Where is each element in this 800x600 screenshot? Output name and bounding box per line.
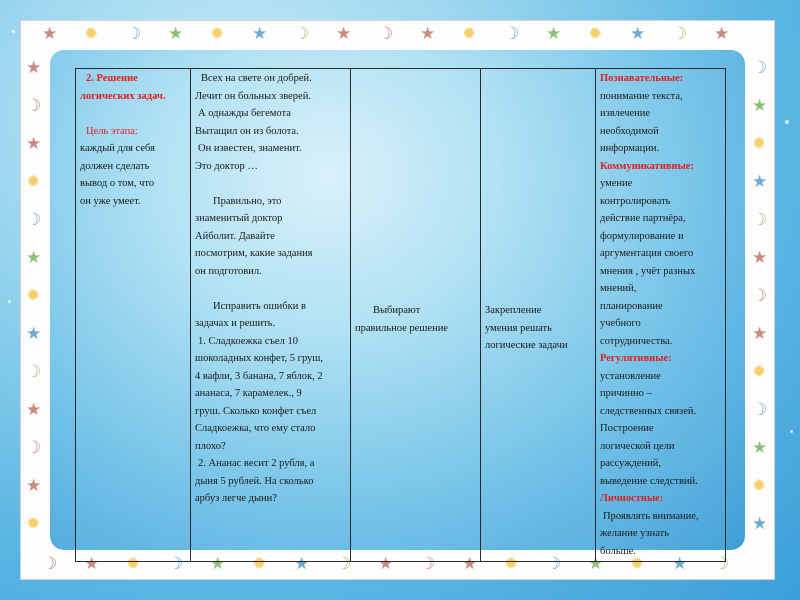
task-intro-line: Исправить ошибки в bbox=[213, 300, 306, 312]
star-icon: ★ bbox=[84, 554, 100, 574]
sun-icon: ✹ bbox=[752, 134, 767, 154]
cognitive-line: необходимой bbox=[600, 125, 659, 137]
teacher-activity-cell bbox=[191, 69, 351, 562]
sun-icon: ✹ bbox=[752, 362, 767, 382]
moon-icon: ☽ bbox=[336, 554, 352, 574]
moon-icon: ☽ bbox=[420, 554, 436, 574]
regulatory-label: Регулятивные: bbox=[600, 353, 672, 364]
star-icon: ★ bbox=[462, 554, 478, 574]
task1-line: груш. Сколько конфет съел bbox=[195, 405, 317, 417]
star-icon: ★ bbox=[588, 554, 604, 574]
regulatory-line: выведение следствий. bbox=[600, 475, 698, 487]
moon-icon: ☽ bbox=[168, 554, 184, 574]
sun-icon: ✹ bbox=[126, 554, 141, 574]
star-icon: ★ bbox=[294, 554, 310, 574]
background-sparkle bbox=[790, 430, 793, 433]
sun-icon: ✹ bbox=[210, 24, 225, 44]
sun-icon: ✹ bbox=[462, 24, 477, 44]
regulatory-line: логической цели bbox=[600, 440, 675, 452]
poem-line: Он известен, знаменит. bbox=[198, 143, 302, 154]
stage-title: 2. Решение bbox=[86, 73, 138, 84]
stage-cell bbox=[76, 69, 191, 562]
moon-icon: ☽ bbox=[26, 362, 42, 382]
regulatory-line: установление bbox=[600, 370, 661, 382]
moon-icon: ☽ bbox=[714, 554, 730, 574]
poem-line: Лечит он больных зверей. bbox=[195, 90, 311, 102]
communicative-line: сотрудничества. bbox=[600, 335, 673, 347]
sun-icon: ✹ bbox=[26, 514, 41, 534]
speech-line: посмотрим, какие задания bbox=[195, 248, 313, 259]
table-row bbox=[76, 69, 726, 562]
background-sparkle bbox=[785, 120, 789, 124]
star-icon: ★ bbox=[210, 554, 226, 574]
star-icon: ★ bbox=[26, 324, 42, 344]
moon-icon: ☽ bbox=[378, 24, 394, 44]
sun-icon: ✹ bbox=[588, 24, 603, 44]
result-line: логические задачи bbox=[485, 340, 568, 351]
personal-label: Личностные: bbox=[600, 493, 664, 504]
poem-line: Это доктор … bbox=[195, 160, 258, 172]
goal-label: Цель этапа: bbox=[86, 125, 138, 137]
sun-icon: ✹ bbox=[752, 476, 767, 496]
moon-icon: ☽ bbox=[294, 24, 310, 44]
regulatory-line: следственных связей. bbox=[600, 405, 697, 417]
personal-line: Проявлять внимание, bbox=[603, 510, 699, 522]
goal-line: он уже умеет. bbox=[80, 195, 141, 207]
task1-line: плохо? bbox=[195, 440, 226, 452]
sun-icon: ✹ bbox=[26, 286, 41, 306]
moon-icon: ☽ bbox=[504, 24, 520, 44]
sun-icon: ✹ bbox=[252, 554, 267, 574]
sun-icon: ✹ bbox=[630, 554, 645, 574]
star-icon: ★ bbox=[42, 24, 58, 44]
speech-line: Правильно, это bbox=[213, 195, 282, 207]
task1-line: Сладкоежка, что ему стало bbox=[195, 423, 316, 434]
task1-line: 1. Сладкоежка съел 10 bbox=[198, 335, 298, 347]
result-line: Закрепление bbox=[485, 305, 542, 316]
uud-cell bbox=[596, 69, 726, 562]
moon-icon: ☽ bbox=[752, 286, 768, 306]
star-icon: ★ bbox=[752, 324, 768, 344]
lesson-table bbox=[75, 68, 726, 562]
moon-icon: ☽ bbox=[42, 554, 58, 574]
regulatory-line: причинно – bbox=[600, 388, 652, 399]
communicative-line: учебного bbox=[600, 318, 641, 329]
regulatory-line: Построение bbox=[600, 423, 654, 434]
moon-icon: ☽ bbox=[752, 400, 768, 420]
communicative-line: формулирование и bbox=[600, 230, 684, 242]
poem-line: Вытащил он из болота. bbox=[195, 125, 299, 137]
goal-line: вывод о том, что bbox=[80, 178, 155, 189]
star-icon: ★ bbox=[26, 476, 42, 496]
speech-line: он подготовил. bbox=[195, 265, 262, 277]
result-line: умения решать bbox=[485, 322, 552, 334]
moon-icon: ☽ bbox=[26, 438, 42, 458]
communicative-line: мнения , учёт разных bbox=[600, 265, 696, 277]
star-icon: ★ bbox=[752, 248, 768, 268]
communicative-label: Коммуникативные: bbox=[600, 160, 694, 172]
background-sparkle bbox=[12, 30, 15, 33]
sun-icon: ✹ bbox=[26, 172, 41, 192]
cognitive-line: извлечение bbox=[600, 108, 651, 119]
sun-icon: ✹ bbox=[84, 24, 99, 44]
result-cell bbox=[481, 69, 596, 562]
star-icon: ★ bbox=[752, 96, 768, 116]
task2-line: 2. Ананас весит 2 рубля, а bbox=[198, 458, 315, 469]
speech-line: знаменитый доктор bbox=[195, 213, 283, 224]
communicative-line: контролировать bbox=[600, 195, 671, 207]
star-icon: ★ bbox=[672, 554, 688, 574]
moon-icon: ☽ bbox=[752, 210, 768, 230]
moon-icon: ☽ bbox=[26, 210, 42, 230]
communicative-line: действие партнёра, bbox=[600, 213, 686, 224]
moon-icon: ☽ bbox=[546, 554, 562, 574]
student-line: Выбирают bbox=[373, 305, 421, 316]
star-icon: ★ bbox=[26, 134, 42, 154]
star-icon: ★ bbox=[630, 24, 646, 44]
personal-line: желание узнать bbox=[600, 528, 669, 539]
background-sparkle bbox=[8, 300, 11, 303]
student-activity-cell bbox=[351, 69, 481, 562]
task-intro-line: задачах и решить. bbox=[195, 318, 276, 329]
star-icon: ★ bbox=[26, 248, 42, 268]
moon-icon: ☽ bbox=[126, 24, 142, 44]
star-icon: ★ bbox=[336, 24, 352, 44]
star-icon: ★ bbox=[252, 24, 268, 44]
speech-line: Айболит. Давайте bbox=[195, 230, 275, 242]
regulatory-line: рассуждений, bbox=[600, 458, 661, 469]
poem-line: Всех на свете он добрей. bbox=[201, 73, 312, 84]
star-icon: ★ bbox=[752, 438, 768, 458]
communicative-line: планирование bbox=[600, 300, 663, 312]
communicative-line: мнений, bbox=[600, 283, 637, 294]
star-icon: ★ bbox=[378, 554, 394, 574]
task1-line: ананаса, 7 карамелек., 9 bbox=[195, 388, 302, 399]
sun-icon: ✹ bbox=[504, 554, 519, 574]
poem-line: А однажды бегемота bbox=[198, 108, 291, 119]
star-icon: ★ bbox=[168, 24, 184, 44]
student-line: правильное решение bbox=[355, 322, 448, 334]
star-icon: ★ bbox=[420, 24, 436, 44]
task1-line: 4 вафли, 3 банана, 7 яблок, 2 bbox=[195, 370, 323, 382]
cognitive-line: понимание текста, bbox=[600, 90, 683, 102]
moon-icon: ☽ bbox=[672, 24, 688, 44]
moon-icon: ☽ bbox=[26, 96, 42, 116]
moon-icon: ☽ bbox=[752, 58, 768, 78]
task1-line: шоколадных конфет, 5 груш, bbox=[195, 353, 324, 364]
star-icon: ★ bbox=[546, 24, 562, 44]
star-icon: ★ bbox=[26, 58, 42, 78]
personal-line: больше. bbox=[600, 545, 636, 557]
stage-title-cont: логических задач. bbox=[80, 90, 166, 102]
cognitive-label: Познавательные: bbox=[600, 73, 684, 84]
communicative-line: умение bbox=[600, 178, 633, 189]
task2-line: дыня 5 рублей. На сколько bbox=[195, 475, 314, 487]
star-icon: ★ bbox=[26, 400, 42, 420]
star-icon: ★ bbox=[752, 514, 768, 534]
star-icon: ★ bbox=[714, 24, 730, 44]
task2-line: арбуз легче дыни? bbox=[195, 493, 277, 504]
cognitive-line: информации. bbox=[600, 143, 660, 154]
goal-line: должен сделать bbox=[80, 160, 150, 172]
star-icon: ★ bbox=[752, 172, 768, 192]
goal-line: каждый для себя bbox=[80, 143, 155, 154]
communicative-line: аргументация своего bbox=[600, 248, 694, 259]
